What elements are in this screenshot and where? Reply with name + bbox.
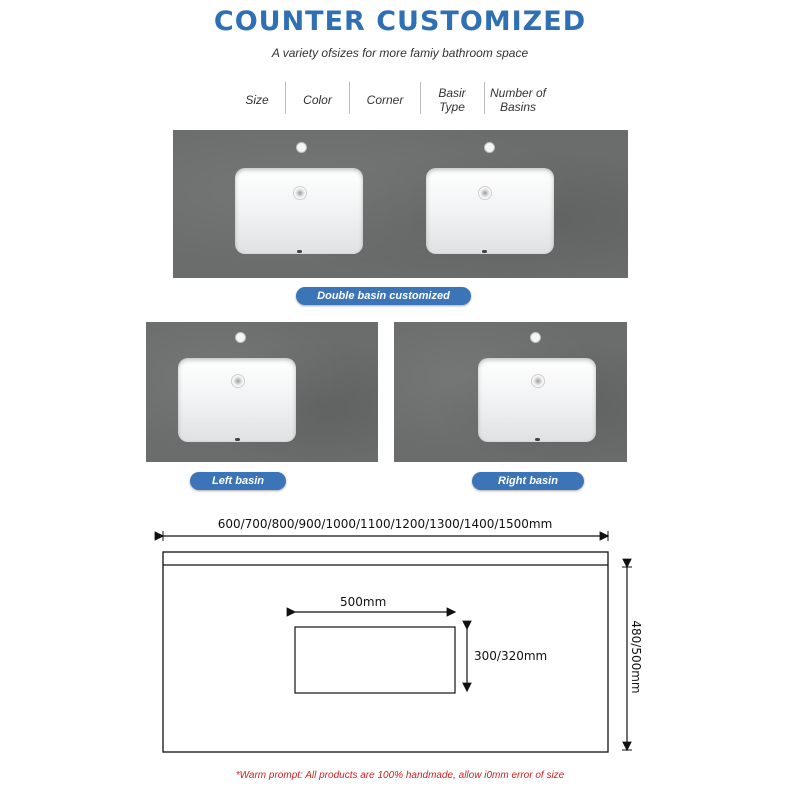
basin-width-label: 500mm [340,595,387,609]
page-subtitle: A variety ofsizes for more famiy bathroom space [271,46,529,60]
option-size: Size [245,93,269,107]
option-color: Color [303,93,332,107]
option-basins-line1: Number of [489,86,547,100]
option-corner: Corner [366,93,404,107]
option-basin-type-line1: Basir [438,86,466,100]
warning-note: *Warm prompt: All products are 100% handmade, allow i0mm error of size [235,770,565,781]
depth-dimension-label: 480/500mm [629,620,643,694]
basin-outline [295,627,455,693]
option-basins-line2: Basins [499,100,537,114]
left-basin-label: Left basin [190,472,286,490]
page-title: COUNTER CUSTOMIZED [213,6,587,37]
basin-depth-label: 300/320mm [474,649,548,663]
option-basin-type-line2: Type [439,100,465,114]
double-basin-label: Double basin customized [296,287,471,305]
width-dimension-label: 600/700/800/900/1000/1100/1200/1300/1400/1500mm [217,517,553,531]
right-basin-label: Right basin [472,472,584,490]
